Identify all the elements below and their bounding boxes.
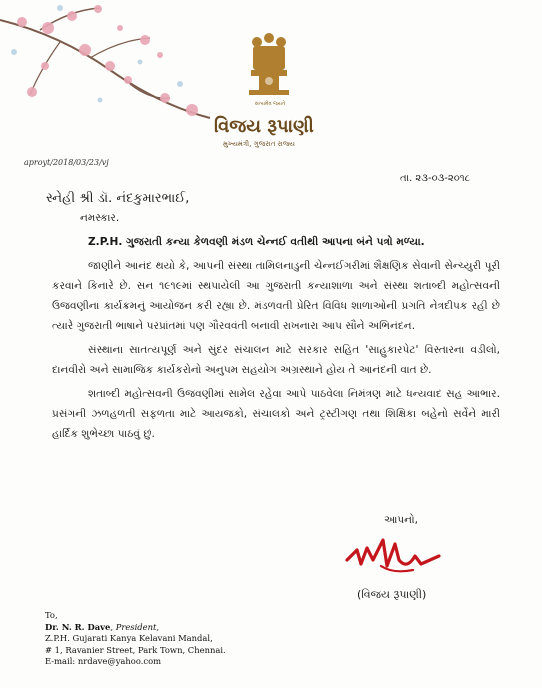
sender-title: મુખ્યમંત્રી, ગુજરાત રાજ્ય [223, 140, 295, 148]
closing: આપનો, [384, 514, 418, 526]
address-name-line [45, 622, 226, 634]
recipient-address [45, 610, 226, 668]
letter-body [52, 232, 500, 448]
paragraph-3: સંસ્થાના સાતત્યપૂર્ણ અને સુંદર સંચાલન માટે સરકાર સહિત 'સાહુકારપેટ' વિસ્તારના વડીલો, દાનવીરો અને સામાજિક કાર્યકરોનો અનુપમ સહયોગ અગ્રસ્થાને હોય તે આનંદની વાત છે. [52, 344, 500, 376]
address-email: E-mail: nrdave@yahoo.com [45, 656, 162, 666]
salutation: સ્નેહી શ્રી ડૉ. નંદકુમારભાઈ, [46, 191, 190, 206]
signatory-name: (વિજય રૂપાણી) [357, 588, 427, 601]
paragraph-2: જાણીને આનંદ થયો કે, આપની સંસ્થા તામિલનાડુની ચેન્નઈગરીમાં શૈક્ષણિક સેવાની સેન્ચ્યુરી પૂરી કરવાને કિનારે છે. સન ૧૯૧૯માં સ્થપાયેલી આ ગુજરાતી કન્યાશાળા અને સંસ્થા શતાબ્દી મહોત્સવની ઉજવણીના કાર્યક્રમનું આયોજન કરી રહ્યા છે. મંડળવતી પ્રેરિત વિવિધ શાળાઓની પ્રગતિ નેત્રદીપક રહી છે ત્યારે ગુજરાતી ભાષાને પરપ્રાંતમાં પણ ગૌરવવંતી બનાવી રાખનારા આપ સૌને અભિનંદન. [52, 260, 500, 332]
emblem-caption: સત્યમેવ જયતે [254, 101, 286, 107]
cherry-blossom-decoration [0, 0, 230, 150]
paragraph-1: Z.P.H. ગુજરાતી કન્યા કેળવણી મંડળ ચેન્નઈ વતીથી આપના બંને પત્રો મળ્યા. [88, 236, 425, 248]
greeting: નમસ્કાર. [80, 212, 120, 224]
address-line-2: # 1, Ravanier Street, Park Town, Chennai. [45, 644, 226, 655]
handwritten-signature [343, 530, 443, 580]
reference-number: aproyt/2018/03/23/vj [24, 158, 109, 167]
recipient-name: Dr. N. R. Dave [45, 621, 111, 632]
paragraph-4: શતાબ્દી મહોત્સવની ઉજવણીમાં સામેલ રહેવા આપે પાઠવેલા નિમંત્રણ માટે ધન્યવાદ સહ આભાર. પ્રસંગની ઝળહળતી સફળતા માટે આયજકો, સંચાલકો અને ટ્રસ્ટીગણ તથા શિક્ષિકા બહેનો સર્વેને મારી હાર્દિક શુભેચ્છા પાઠવું છું. [52, 388, 500, 440]
recipient-designation: , President, [110, 621, 160, 632]
state-emblem-icon [245, 30, 293, 102]
address-to: To, [45, 610, 58, 620]
letter-date: તા. ૨૩-૦૩-૨૦૧૮ [400, 173, 471, 184]
address-line-1: Z.P.H. Gujarati Kanya Kelavani Mandal, [45, 633, 213, 643]
sender-name: વિજય રૂપાણી [214, 116, 314, 137]
